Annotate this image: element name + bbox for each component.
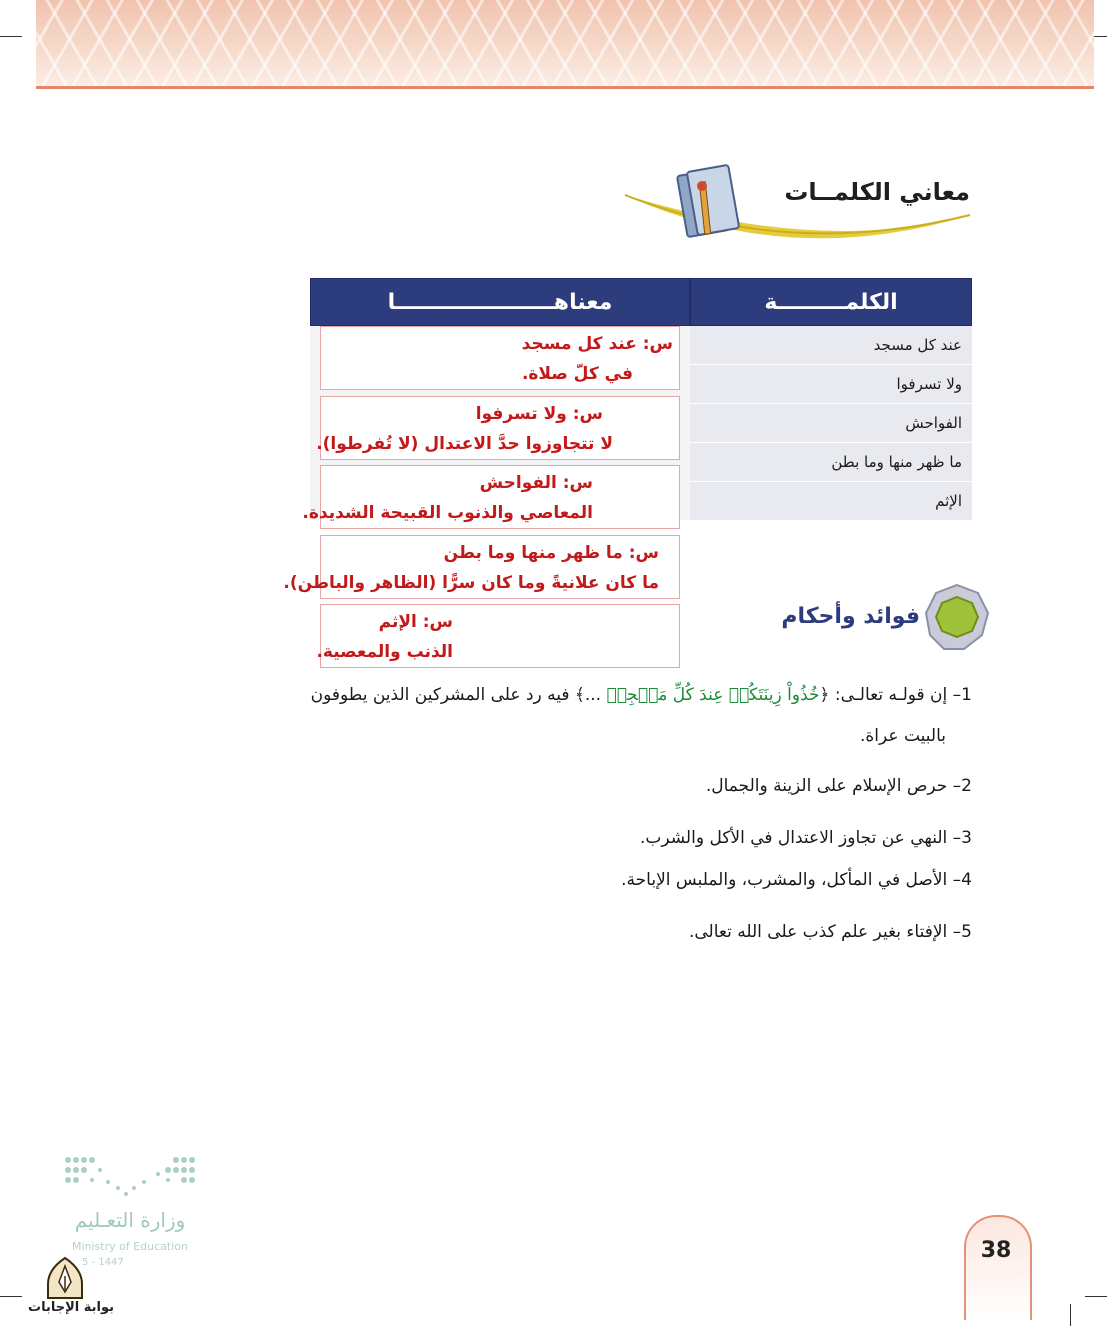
- crop-mark: [0, 1296, 22, 1297]
- answer-text: المعاصي والذنوب القبيحة الشديدة.: [302, 503, 593, 523]
- words-table: [690, 278, 972, 521]
- header-banner: [36, 0, 1094, 88]
- page-number: 38: [980, 1238, 1012, 1263]
- benefit-text: 1– إن قولـه تعالـى: ﴿: [819, 685, 972, 705]
- answer-box: [316, 396, 680, 460]
- answer-box: [302, 465, 680, 529]
- benefit-item: 5– الإفتاء بغير علم كذب على الله تعالى.: [688, 922, 972, 942]
- crop-mark: [1085, 1296, 1107, 1297]
- watermark-text: بوابة الإجابات: [28, 1300, 114, 1315]
- benefit-text: ...﴾ فيه رد على المشركين الذين يطوفون: [310, 685, 607, 705]
- header-divider: [36, 86, 1094, 89]
- fawaid-title: فوائد وأحكام: [781, 604, 920, 629]
- ministry-name-ar: وزارة التعـليم: [74, 1208, 186, 1232]
- meaning-column-header: معناهـــــــــــــــــــــا: [310, 278, 690, 326]
- answer-question: س: ولا تسرفوا: [475, 404, 603, 424]
- ministry-logo-dots: [62, 1154, 198, 1200]
- answer-box: [320, 326, 680, 390]
- word-cell: ما ظهر منها وما بطن: [690, 443, 972, 482]
- benefit-item: 3– النهي عن تجاوز الاعتدال في الأكل والشرب.: [639, 828, 972, 848]
- meanings-table: [310, 278, 690, 326]
- crop-mark: [0, 36, 22, 37]
- answer-box: [283, 535, 680, 599]
- quran-verse: خُذُواْ زِينَتَكُمۡ عِندَ كُلِّ مَسۡجِدٖ: [606, 685, 820, 705]
- octagon-badge-icon: [924, 583, 990, 655]
- answer-text: الذنب والمعصية.: [316, 642, 453, 662]
- page-number-tab: [964, 1215, 1032, 1320]
- section-title: معاني الكلمــات: [784, 178, 970, 206]
- benefit-item: [311, 684, 972, 705]
- answer-text: ما كان علانيةً وما كان سرًّا (الظاهر والباطن).: [283, 573, 659, 593]
- watermark-pen-icon: [44, 1256, 86, 1300]
- word-cell: عند كل مسجد: [690, 326, 972, 365]
- word-column-header: الكلمـــــــــة: [690, 278, 972, 326]
- answer-question: س: الفواحش: [479, 473, 593, 493]
- benefit-item: 2– حرص الإسلام على الزينة والجمال.: [705, 776, 972, 796]
- word-cell: الفواحش: [690, 404, 972, 443]
- answer-question: س: عند كل مسجد: [521, 334, 673, 354]
- ministry-year: 5 - 1447: [82, 1257, 124, 1268]
- books-icon: [668, 164, 748, 242]
- answer-question: س: الإثم: [378, 612, 453, 632]
- answer-text: في كلّ صلاة.: [521, 364, 633, 384]
- benefit-item-continuation: بالبيت عراة.: [859, 726, 946, 746]
- word-cell: ولا تسرفوا: [690, 365, 972, 404]
- benefit-item: 4– الأصل في المأكل، والمشرب، والملبس الإباحة.: [621, 870, 972, 890]
- ministry-name-en: Ministry of Education: [71, 1240, 188, 1253]
- answer-box: [316, 604, 680, 668]
- crop-mark: [1070, 1304, 1071, 1326]
- answer-question: س: ما ظهر منها وما بطن: [443, 543, 659, 563]
- answer-text: لا تتجاوزوا حدَّ الاعتدال (لا تُفرطوا).: [316, 434, 613, 454]
- word-cell: الإثم: [690, 482, 972, 521]
